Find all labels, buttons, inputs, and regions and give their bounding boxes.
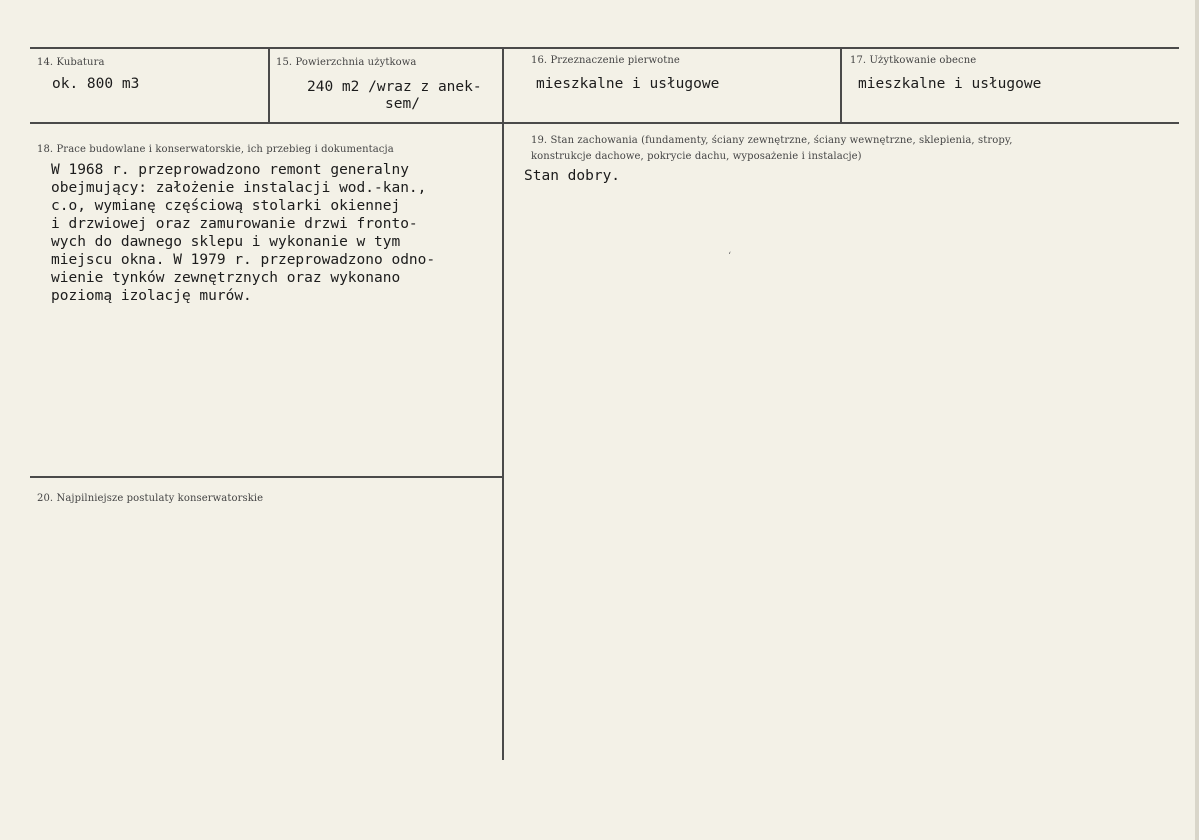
field-18-text	[51, 161, 435, 305]
field18-bottom-rule	[30, 476, 503, 478]
card-edge	[1195, 0, 1199, 840]
field-18-label: 18. Prace budowlane i konserwatorskie, ich przebieg i dokumentacja	[37, 144, 394, 155]
field-18-line: i drzwiowej oraz zamurowanie drzwi fronto-	[51, 216, 418, 232]
field-18-line: obejmujący: założenie instalacji wod.-kan.,	[51, 180, 427, 196]
field-19-label-line2: konstrukcje dachowe, pokrycie dachu, wyposażenie i instalacje)	[531, 151, 862, 162]
divider-16-17	[840, 48, 842, 122]
field-14-value: ok. 800 m3	[52, 76, 140, 92]
stray-mark: ʻ	[728, 251, 732, 262]
field-15-value-line1: 240 m2 /wraz z anek-	[307, 79, 482, 95]
field-19-label-line1: 19. Stan zachowania (fundamenty, ściany zewnętrzne, ściany wewnętrzne, sklepienia, stropy,	[531, 135, 1013, 146]
field-18-line: wienie tynków zewnętrznych oraz wykonano	[51, 270, 401, 286]
field-17-label: 17. Użytkowanie obecne	[850, 55, 977, 66]
field-18-line: W 1968 r. przeprowadzono remont generalny	[51, 162, 409, 178]
field-19-value: Stan dobry.	[524, 168, 621, 184]
field-20-label: 20. Najpilniejsze postulaty konserwatorskie	[37, 493, 264, 504]
field-18-line: c.o, wymianę częściową stolarki okiennej	[51, 198, 401, 214]
field-16-label: 16. Przeznaczenie pierwotne	[531, 55, 680, 66]
field-18-line: miejscu okna. W 1979 r. przeprowadzono odno-	[51, 252, 436, 268]
field-16-value: mieszkalne i usługowe	[536, 76, 720, 92]
field-18-line: poziomą izolację murów.	[51, 288, 252, 304]
row1-bottom-rule	[30, 122, 1179, 124]
field-18-line: wych do dawnego sklepu i wykonanie w tym	[51, 234, 401, 250]
divider-14-15	[268, 48, 270, 122]
field-15-value-line2: sem/	[385, 96, 420, 112]
field-14-label: 14. Kubatura	[37, 57, 105, 68]
divider-15-16	[502, 48, 504, 760]
field-15-label: 15. Powierzchnia użytkowa	[276, 57, 417, 68]
top-rule	[30, 47, 1179, 49]
field-17-value: mieszkalne i usługowe	[858, 76, 1042, 92]
